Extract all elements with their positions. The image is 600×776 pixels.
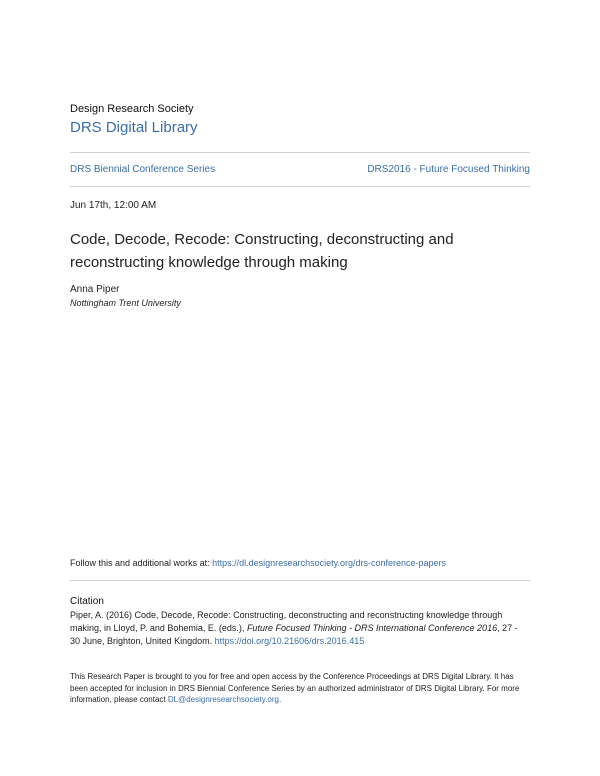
- organization-name: Design Research Society: [70, 103, 194, 115]
- series-link[interactable]: DRS Biennial Conference Series: [70, 164, 216, 175]
- divider-top: [70, 152, 530, 153]
- citation-italic: Future Focused Thinking - DRS International Conference 2016: [246, 623, 498, 633]
- follow-line: [70, 558, 446, 568]
- footer-text: This Research Paper is brought to you for free and open access by the Conference Proceedings at DRS Digital Library. It has been accepted for inclusion in DRS Biennial Conference Series by an authorized administrator of DRS Digital Library. For more information, please contact: [70, 672, 520, 704]
- footer-end: .: [278, 695, 282, 704]
- divider-series: [70, 186, 530, 187]
- author-affiliation: Nottingham Trent University: [70, 298, 181, 308]
- follow-url-link[interactable]: https://dl.designresearchsociety.org/drs-conference-papers: [212, 558, 447, 568]
- conference-link[interactable]: DRS2016 - Future Focused Thinking: [367, 164, 530, 175]
- paper-title: Code, Decode, Recode: Constructing, deconstructing and reconstructing knowledge through making: [70, 231, 454, 271]
- citation-part2: , 27 - 30 June, Brighton, United Kingdom.: [70, 623, 518, 646]
- citation-part1: Piper, A. (2016) Code, Decode, Recode: Constructing, deconstructing and reconstructing knowledge through making, in Lloyd, P. and Bohemia, E. (eds.),: [70, 610, 503, 633]
- divider-citation: [70, 580, 530, 581]
- footer-notice: [70, 671, 530, 706]
- author-name: Anna Piper: [70, 284, 120, 295]
- publication-date: Jun 17th, 12:00 AM: [70, 200, 157, 211]
- citation-heading: Citation: [70, 596, 104, 607]
- contact-email-link[interactable]: DL@designresearchsociety.org: [167, 695, 279, 704]
- doi-link[interactable]: https://doi.org/10.21606/drs.2016.415: [214, 636, 365, 646]
- follow-prefix: Follow this and additional works at:: [70, 558, 213, 568]
- library-name[interactable]: DRS Digital Library: [70, 119, 198, 136]
- citation-text: [70, 609, 530, 648]
